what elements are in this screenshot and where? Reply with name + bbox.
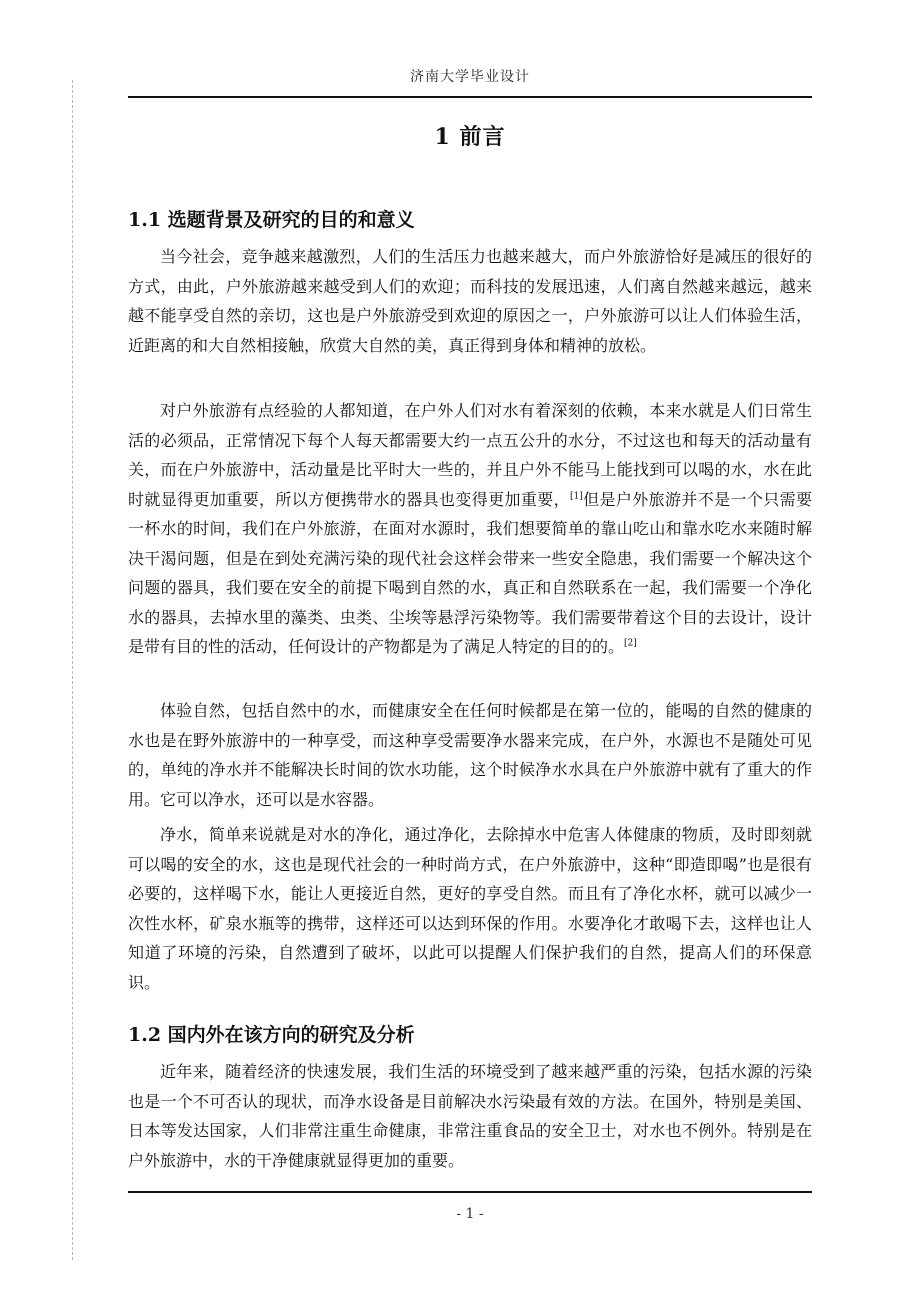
page-number: - 1 -	[456, 1206, 484, 1222]
binding-margin-line	[72, 80, 73, 1260]
footer-rule	[128, 1191, 812, 1193]
paragraph-text-part-2: 但是户外旅游并不是一个只需要一杯水的时间，我们在户外旅游，在面对水源时，我们想要简单的靠山吃山和靠水吃水来随时解决干渴问题，但是在到处充满污染的现代社会这样会带来一些安全隐患，我们需要一个解决这个问题的器具，我们要在安全的前提下喝到自然的水，真正和自然联系在一起，我们需要一个净化水的器具，去掉水里的藻类、虫类、尘埃等悬浮污染物等。我们需要带着这个目的去设计，设计是带有目的性的活动，任何设计的产物都是为了满足人特定的目的的。	[128, 489, 812, 656]
paragraph-intro: 当今社会，竞争越来越激烈，人们的生活压力也越来越大，而户外旅游恰好是减压的很好的方式，由此，户外旅游越来越受到人们的欢迎；而科技的发展迅速，人们离自然越来越远，越来越不能享受自然的亲切，这也是户外旅游受到欢迎的原因之一，户外旅游可以让人们体验生活，近距离的和大自然相接触，欣赏大自然的美，真正得到身体和精神的放松。	[128, 247, 812, 355]
header-rule	[128, 96, 812, 98]
paragraph-text-part-1: 对户外旅游有点经验的人都知道，在户外人们对水有着深刻的依赖，本来水就是人们日常生活的必须品，正常情况下每个人每天都需要大约一点五公升的水分，不过这也和每天的活动量有关，而在户外旅游中，活动量是比平时大一些的，并且户外不能马上能找到可以喝的水，水在此时就显得更加重要，所以方便携带水的器具也变得更加重要，	[128, 401, 812, 509]
section-heading-1-1: 1.1 选题背景及研究的目的和意义	[128, 209, 415, 231]
citation-ref-2: [2]	[624, 638, 637, 649]
paragraph-water-dependence	[128, 396, 812, 662]
citation-ref-1: [1]	[570, 491, 583, 502]
section-heading-1-2: 1.2 国内外在该方向的研究及分析	[128, 1024, 415, 1046]
paragraph-experience-nature: 体验自然，包括自然中的水，而健康安全在任何时候都是在第一位的，能喝的自然的健康的水也是在野外旅游中的一种享受，而这种享受需要净水器来完成，在户外，水源也不是随处可见的，单纯的净水并不能解决长时间的饮水功能，这个时候净水水具在户外旅游中就有了重大的作用。它可以净水，还可以是水容器。	[128, 701, 812, 809]
paragraph-water-purification: 净水，简单来说就是对水的净化，通过净化，去除掉水中危害人体健康的物质，及时即刻就可以喝的安全的水，这也是现代社会的一种时尚方式，在户外旅游中，这种“即造即喝”也是很有必要的，这样喝下水，能让人更接近自然，更好的享受自然。而且有了净化水杯，就可以减少一次性水杯，矿泉水瓶等的携带，这样还可以达到环保的作用。水要净化才敢喝下去，这样也让人知道了环境的污染，自然遭到了破坏，以此可以提醒人们保护我们的自然，提高人们的环保意识。	[128, 825, 812, 992]
running-header: 济南大学毕业设计	[410, 69, 530, 85]
paragraph-domestic-foreign-research: 近年来，随着经济的快速发展，我们生活的环境受到了越来越严重的污染，包括水源的污染也是一个不可否认的现状，而净水设备是目前解决水污染最有效的方法。在国外，特别是美国、日本等发达国家，人们非常注重生命健康，非常注重食品的安全卫士，对水也不例外。特别是在户外旅游中，水的干净健康就显得更加的重要。	[128, 1062, 812, 1170]
chapter-title: 1 前言	[434, 124, 506, 150]
